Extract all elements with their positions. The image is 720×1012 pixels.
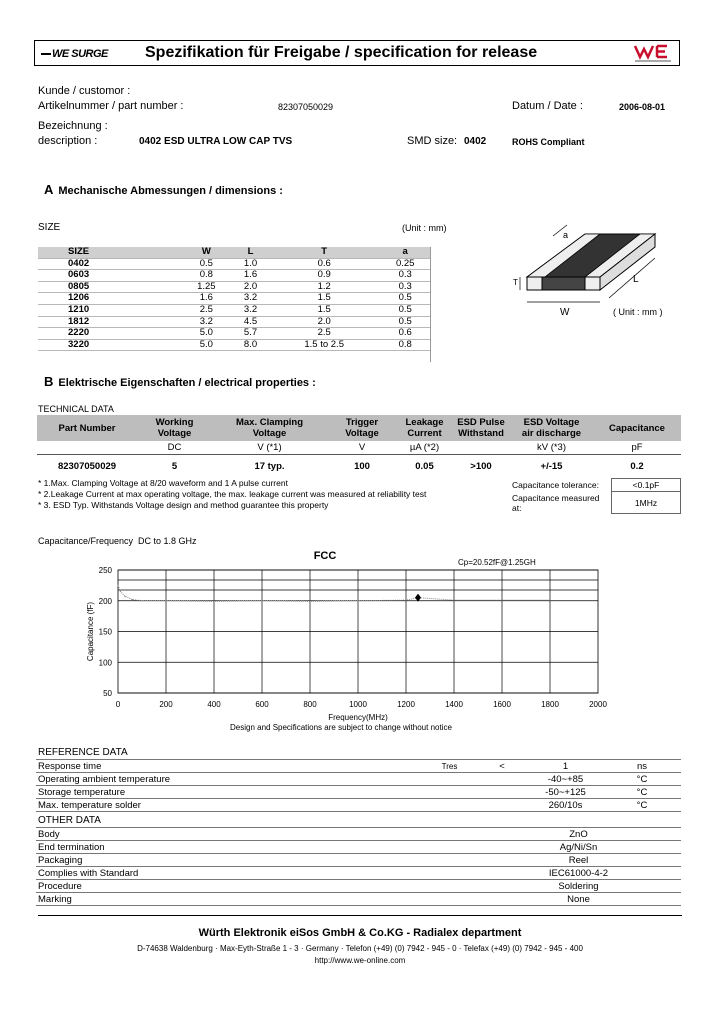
header-bar — [34, 40, 680, 66]
dimensions-cell: 0.3 — [379, 281, 431, 293]
disclaimer: Design and Specifications are subject to change without notice — [230, 723, 452, 732]
dimensions-cell: 2.5 — [269, 328, 379, 340]
reference-cell — [476, 773, 528, 786]
cap-tolerance-label: Capacitance tolerance: — [512, 480, 599, 490]
series-cp-point — [549, 600, 550, 601]
drawing-unit-label: ( Unit : mm ) — [613, 307, 663, 317]
other-cell: Reel — [476, 854, 681, 867]
tech-unit-cell — [452, 441, 510, 455]
x-tick-label: 1600 — [493, 700, 511, 709]
other-cell: Soldering — [476, 880, 681, 893]
drawing-label-a: a — [563, 230, 569, 240]
series-cp-point — [405, 600, 406, 601]
technical-data-label: TECHNICAL DATA — [38, 404, 114, 414]
reference-cell — [476, 786, 528, 799]
series-cp-point — [261, 600, 262, 601]
dimensions-cell: 0402 — [38, 258, 181, 270]
y-tick-label: 150 — [98, 627, 112, 637]
section-a-heading: A Mechanische Abmessungen / dimensions : — [44, 182, 283, 197]
other-row — [36, 854, 681, 867]
designation-label: Bezeichnung : — [38, 120, 108, 132]
tech-value-cell: 5 — [171, 460, 178, 472]
dimensions-header-row — [38, 247, 431, 258]
dimensions-cell: 2220 — [38, 328, 181, 340]
reference-cell: < — [476, 760, 528, 773]
dimensions-header-cell: SIZE — [38, 247, 181, 258]
y-tick-label: 200 — [98, 596, 112, 606]
dimensions-cell: 8.0 — [232, 339, 269, 351]
x-axis-label: Frequency(MHz) — [328, 713, 388, 722]
dimensions-header-cell: L — [232, 247, 269, 258]
x-tick-label: 600 — [255, 700, 269, 709]
chart-header-mid: DC to 1.8 GHz — [138, 536, 197, 546]
other-row — [36, 867, 681, 880]
page-title: Spezifikation für Freigabe / specification for release — [145, 44, 538, 61]
series-cp-point — [309, 601, 310, 602]
reference-cell: 1 — [528, 760, 603, 773]
tech-header-cell — [510, 415, 593, 441]
x-tick-label: 2000 — [589, 700, 607, 709]
tech-header-cell — [452, 415, 510, 441]
note-2: * 2.Leakage Current at max operating voltage, the max. leakage current was measured at reliability test — [38, 489, 427, 499]
dimensions-cell: 5.7 — [232, 328, 269, 340]
footer-address: D-74638 Waldenburg · Max-Eyth-Straße 1 - 3 · Germany · Telefon (+49) (0) 7942 - 945 - 0 · Telefax (+49) (0) 7942 - 945 - 400 — [137, 944, 583, 953]
tech-header-cell — [212, 415, 327, 441]
dimensions-row — [38, 281, 431, 293]
series-cp-point — [357, 600, 358, 601]
x-tick-label: 800 — [303, 700, 317, 709]
dimensions-cell: 0.5 — [379, 293, 431, 305]
notes — [38, 478, 518, 511]
dimensions-header-cell: W — [181, 247, 233, 258]
series-cp-point — [501, 600, 502, 601]
dimensions-cell: 1.5 to 2.5 — [269, 339, 379, 351]
drawing-label-l: L — [633, 274, 639, 285]
series-cp-point — [213, 601, 214, 602]
series-cp-point — [132, 599, 133, 600]
x-tick-label: 1800 — [541, 700, 559, 709]
dimensions-cell: 0.9 — [269, 270, 379, 282]
dimensions-row — [38, 293, 431, 305]
series-cp-point — [453, 600, 454, 601]
tech-unit-cell: DC — [137, 441, 212, 455]
other-row — [36, 828, 681, 841]
tech-header-cell — [37, 415, 137, 441]
tech-unit-cell: V (*1) — [212, 441, 327, 455]
y-tick-label: 100 — [98, 658, 112, 668]
other-cell: Body — [36, 828, 476, 841]
wurth-logo — [633, 43, 673, 63]
y-tick-label: 50 — [103, 689, 112, 698]
dimensions-cell: 3.2 — [232, 304, 269, 316]
reference-cell: -50~+125 — [528, 786, 603, 799]
dimensions-cell: 0.5 — [379, 316, 431, 328]
tech-header-cell — [327, 415, 397, 441]
tech-unit-cell — [37, 441, 137, 455]
tech-unit-cell: µA (*2) — [397, 441, 452, 455]
other-cell: Marking — [36, 893, 476, 906]
dimensions-cell: 3.2 — [232, 293, 269, 305]
dimensions-cell: 0.25 — [379, 258, 431, 270]
tech-header-line1: Leakage — [405, 417, 444, 428]
tech-header-line2: Voltage — [252, 428, 287, 439]
x-tick-label: 0 — [115, 700, 121, 709]
reference-row — [36, 799, 681, 812]
tech-header-line1: Max. Clamping — [235, 417, 304, 428]
capacitance-side-table — [511, 478, 681, 514]
dimensions-cell: 0603 — [38, 270, 181, 282]
note-1: * 1.Max. Clamping Voltage at 8/20 waveform and 1 A pulse current — [38, 478, 288, 488]
part-number-label: Artikelnummer / part number : — [38, 100, 184, 112]
dimensions-cell: 1.6 — [232, 270, 269, 282]
x-tick-label: 400 — [207, 700, 221, 709]
tech-unit-cell: V — [327, 441, 397, 455]
other-row — [36, 893, 681, 906]
dimensions-cell: 2.5 — [181, 304, 233, 316]
footer-url: http://www.we-online.com — [314, 956, 406, 965]
other-cell: Procedure — [36, 880, 476, 893]
reference-row — [36, 786, 681, 799]
other-cell: ZnO — [476, 828, 681, 841]
dimensions-row — [38, 339, 431, 351]
chart-legend: Cp=20.52fF@1.25GH — [458, 558, 536, 567]
tech-header-line2: air discharge — [521, 428, 582, 439]
chart-title: FCC — [313, 550, 337, 562]
x-tick-label: 1000 — [349, 700, 367, 709]
dimensions-cell: 4.5 — [232, 316, 269, 328]
footer-rule — [38, 915, 682, 916]
tech-value-cell: +/-15 — [540, 460, 563, 472]
series-cp-point — [125, 596, 126, 597]
dimensions-cell: 0.8 — [379, 339, 431, 351]
date-value: 2006-08-01 — [619, 102, 666, 112]
x-tick-label: 1400 — [445, 700, 463, 709]
reference-table — [36, 759, 681, 812]
tech-value-cell: 82307050029 — [57, 460, 117, 472]
note-3: * 3. ESD Typ. Withstands Voltage design and method guarantee this property — [38, 500, 329, 510]
dimensions-row — [38, 304, 431, 316]
tech-value-cell: 0.05 — [415, 460, 434, 472]
dimensions-cell: 5.0 — [181, 339, 233, 351]
reference-cell: Max. temperature solder — [36, 799, 423, 812]
date-label: Datum / Date : — [512, 100, 583, 112]
part-number-value: 82307050029 — [278, 102, 334, 112]
reference-cell: Response time — [36, 760, 423, 773]
reference-cell — [476, 799, 528, 812]
tech-header-cell — [397, 415, 452, 441]
other-cell: Complies with Standard — [36, 867, 476, 880]
dimensions-cell: 1.2 — [269, 281, 379, 293]
section-b-heading: B Elektrische Eigenschaften / electrical properties : — [44, 374, 316, 389]
tech-value-cell: 100 — [354, 460, 370, 472]
other-cell: Ag/Ni/Sn — [476, 841, 681, 854]
description-label: description : — [38, 135, 98, 147]
tech-header-line1: Capacitance — [609, 422, 665, 434]
other-row — [36, 841, 681, 854]
tech-unit-cell: kV (*3) — [510, 441, 593, 455]
dimensions-cell: 1.0 — [232, 258, 269, 270]
dimensions-cell: 0805 — [38, 281, 181, 293]
reference-cell: Tres — [423, 760, 476, 773]
dimensions-cell: 0.6 — [269, 258, 379, 270]
tech-header-line2: Current — [407, 428, 442, 439]
dimensions-cell: 2.0 — [269, 316, 379, 328]
dimensions-cell: 0.3 — [379, 270, 431, 282]
dimensions-header-cell: a — [379, 247, 431, 258]
tech-header-cell — [593, 415, 681, 441]
series-cp-point — [120, 591, 121, 592]
footer-company: Würth Elektronik eiSos GmbH & Co.KG - Radialex department — [198, 927, 522, 939]
other-data-label: OTHER DATA — [38, 815, 101, 826]
tech-value-cell: 0.2 — [630, 460, 644, 472]
dimensions-row — [38, 270, 431, 282]
dimensions-row — [38, 328, 431, 340]
chip-drawing — [505, 222, 680, 322]
dimensions-cell: 3.2 — [181, 316, 233, 328]
tech-header-line2: Voltage — [345, 428, 379, 439]
cap-tolerance-value: <0.1pF — [612, 479, 681, 492]
dimensions-cell: 2.0 — [232, 281, 269, 293]
dimensions-cell: 1.5 — [269, 293, 379, 305]
drawing-label-w: W — [560, 307, 570, 318]
tech-header-line1: ESD Voltage — [523, 417, 580, 428]
tech-header-cell — [137, 415, 212, 441]
dimensions-table — [38, 247, 431, 351]
tech-unit-cell: pF — [593, 441, 681, 455]
tech-value-cell: 17 typ. — [254, 460, 285, 472]
dimensions-cell: 0.5 — [379, 304, 431, 316]
reference-row — [36, 773, 681, 786]
series-cp-point — [117, 585, 118, 586]
customer-label: Kunde / customor : — [38, 85, 131, 97]
description-value: 0402 ESD ULTRA LOW CAP TVS — [139, 136, 293, 147]
reference-cell: °C — [603, 786, 681, 799]
rohs-label: ROHS Compliant — [512, 137, 585, 147]
reference-cell: °C — [603, 773, 681, 786]
y-tick-label: 250 — [98, 566, 112, 575]
other-cell: Packaging — [36, 854, 476, 867]
tech-header-line2: Voltage — [157, 428, 192, 439]
technical-data-table — [37, 415, 681, 477]
series-cp-point — [141, 600, 142, 601]
tech-value-cell: >100 — [470, 460, 492, 472]
cap-measured-value: 1MHz — [612, 492, 681, 514]
reference-cell: °C — [603, 799, 681, 812]
reference-row — [36, 760, 681, 773]
dimensions-cell: 1812 — [38, 316, 181, 328]
x-tick-label: 200 — [159, 700, 173, 709]
smd-size-label: SMD size: — [407, 135, 458, 147]
other-cell: None — [476, 893, 681, 906]
other-row — [36, 880, 681, 893]
reference-cell: Storage temperature — [36, 786, 423, 799]
dimensions-row — [38, 258, 431, 270]
dimensions-cell: 1210 — [38, 304, 181, 316]
dimensions-cell: 1206 — [38, 293, 181, 305]
dimensions-cell: 0.6 — [379, 328, 431, 340]
tech-header-line1: Trigger — [345, 417, 379, 428]
tech-header-line1: Working — [155, 417, 194, 428]
smd-size-value: 0402 — [464, 136, 487, 147]
other-table — [36, 827, 681, 906]
capacitance-chart — [80, 545, 620, 735]
dimensions-row — [38, 316, 431, 328]
dimensions-cell: 0.5 — [181, 258, 233, 270]
other-cell: IEC61000-4-2 — [476, 867, 681, 880]
drawing-label-t: T — [513, 278, 518, 287]
y-axis-label: Capacitance (fF) — [86, 601, 95, 662]
size-label: SIZE — [38, 222, 61, 233]
chart-header-left: Capacitance/Frequency — [38, 536, 134, 546]
dimensions-cell: 0.8 — [181, 270, 233, 282]
reference-cell: -40~+85 — [528, 773, 603, 786]
dimensions-cell: 1.6 — [181, 293, 233, 305]
unit-label: (Unit : mm) — [402, 223, 447, 233]
tech-header-line1: ESD Pulse — [457, 417, 505, 428]
reference-cell — [423, 773, 476, 786]
tech-header-line1: Part Number — [58, 422, 116, 434]
reference-cell — [423, 786, 476, 799]
we-surge-logo: WE SURGE — [41, 48, 108, 60]
reference-data-label: REFERENCE DATA — [38, 747, 128, 758]
series-cp-point — [165, 600, 166, 601]
reference-cell: ns — [603, 760, 681, 773]
dimensions-cell: 1.5 — [269, 304, 379, 316]
reference-cell — [423, 799, 476, 812]
tech-header-line2: Withstand — [458, 428, 504, 439]
other-cell: End termination — [36, 841, 476, 854]
dimensions-header-cell: T — [269, 247, 379, 258]
reference-cell: 260/10s — [528, 799, 603, 812]
x-tick-label: 1200 — [397, 700, 415, 709]
cap-measured-label: Capacitance measured at: — [512, 492, 600, 513]
reference-cell: Operating ambient temperature — [36, 773, 423, 786]
dimensions-cell: 1.25 — [181, 281, 233, 293]
dimensions-cell: 5.0 — [181, 328, 233, 340]
dimensions-cell: 3220 — [38, 339, 181, 351]
